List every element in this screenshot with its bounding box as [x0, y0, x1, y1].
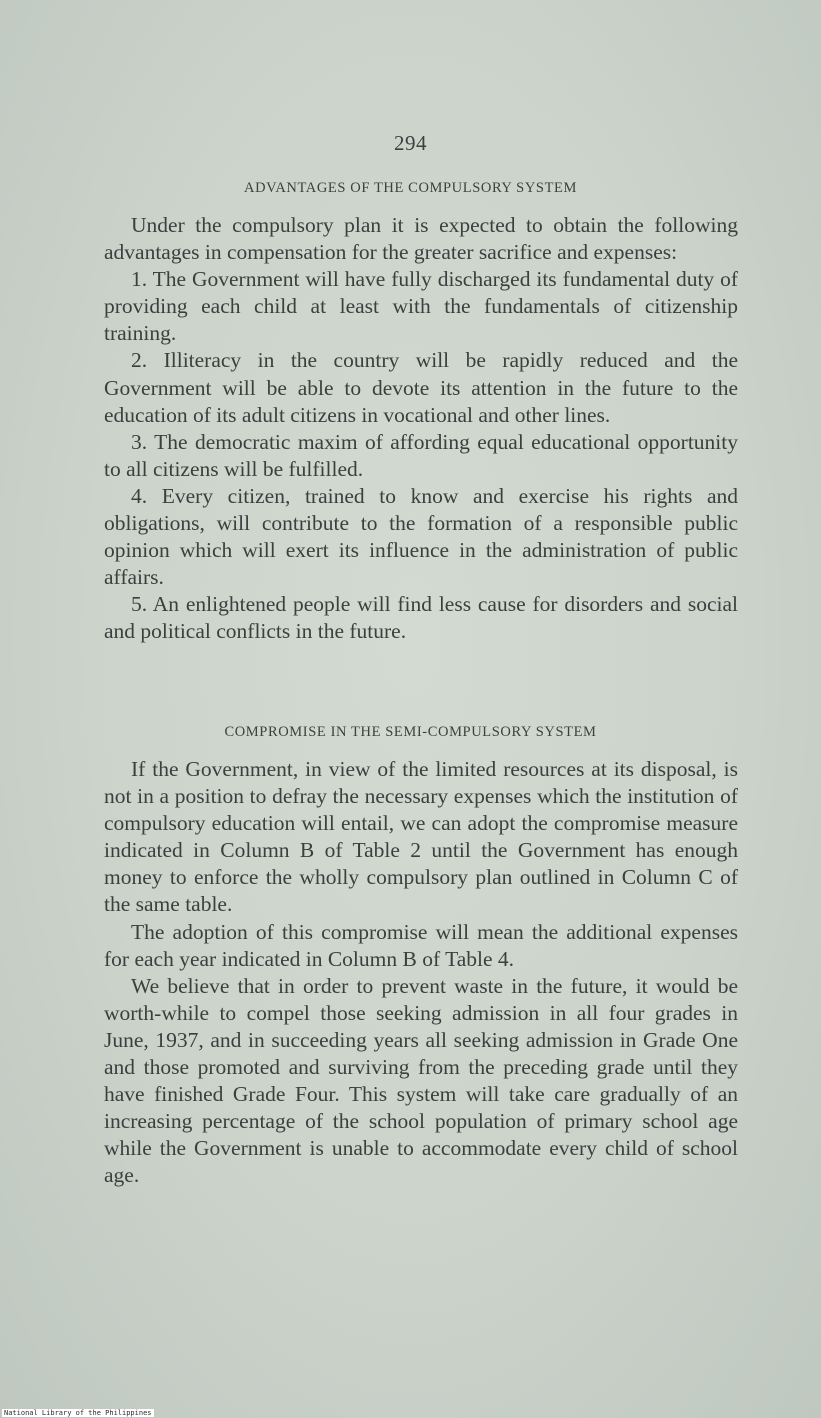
paragraph-compromise-2: The adoption of this compromise will mean the additional expenses for each year indicated in Column B of Table 4. [104, 919, 738, 971]
paragraph-compromise-3: We believe that in order to prevent waste in the future, it would be worth-while to compel those seeking admission in all four grades in June, 1937, and in succeeding years all seeking admission in Grade One and those promoted and surviving from the preceding grade until they have finished Grade Four. This system will take care gradually of an increasing percentage of the school population of primary school age while the Government is unable to accommodate every child of school age. [104, 973, 738, 1188]
library-credit-footer: National Library of the Philippines [4, 1409, 152, 1417]
section-heading-compromise: COMPROMISE IN THE SEMI-COMPULSORY SYSTEM [224, 724, 597, 740]
paragraph-advantage-4: 4. Every citizen, trained to know and exercise his rights and obligations, will contribute to the formation of a responsible public opinion which will exert its influence in the administration of public affairs. [104, 483, 738, 590]
compromise-text-block [104, 756, 738, 1190]
paragraph-advantage-5: 5. An enlightened people will find less cause for disorders and social and political conflicts in the future. [104, 592, 738, 644]
paragraph-intro: Under the compulsory plan it is expected to obtain the following advantages in compensation for the greater sacrifice and expenses: [104, 213, 738, 265]
paragraph-compromise-1: If the Government, in view of the limited resources at its disposal, is not in a position to defray the necessary expenses which the institution of compulsory education will entail, we can adopt the compromise measure indicated in Column B of Table 2 until the Government has enough money to enforce the wholly compulsory plan outlined in Column C of the same table. [104, 757, 738, 917]
page-number: 294 [394, 131, 427, 155]
paragraph-advantage-1: 1. The Government will have fully discharged its fundamental duty of providing each child at least with the fundamentals of citizenship training. [104, 267, 738, 346]
section-heading-advantages: ADVANTAGES OF THE COMPULSORY SYSTEM [244, 180, 577, 196]
paragraph-advantage-3: 3. The democratic maxim of affording equal educational opportunity to all citizens will be fulfilled. [104, 429, 738, 481]
paragraph-advantage-2: 2. Illiteracy in the country will be rapidly reduced and the Government will be able to devote its attention in the future to the education of its adult citizens in vocational and other lines. [104, 348, 738, 427]
advantages-text-block [104, 212, 738, 646]
